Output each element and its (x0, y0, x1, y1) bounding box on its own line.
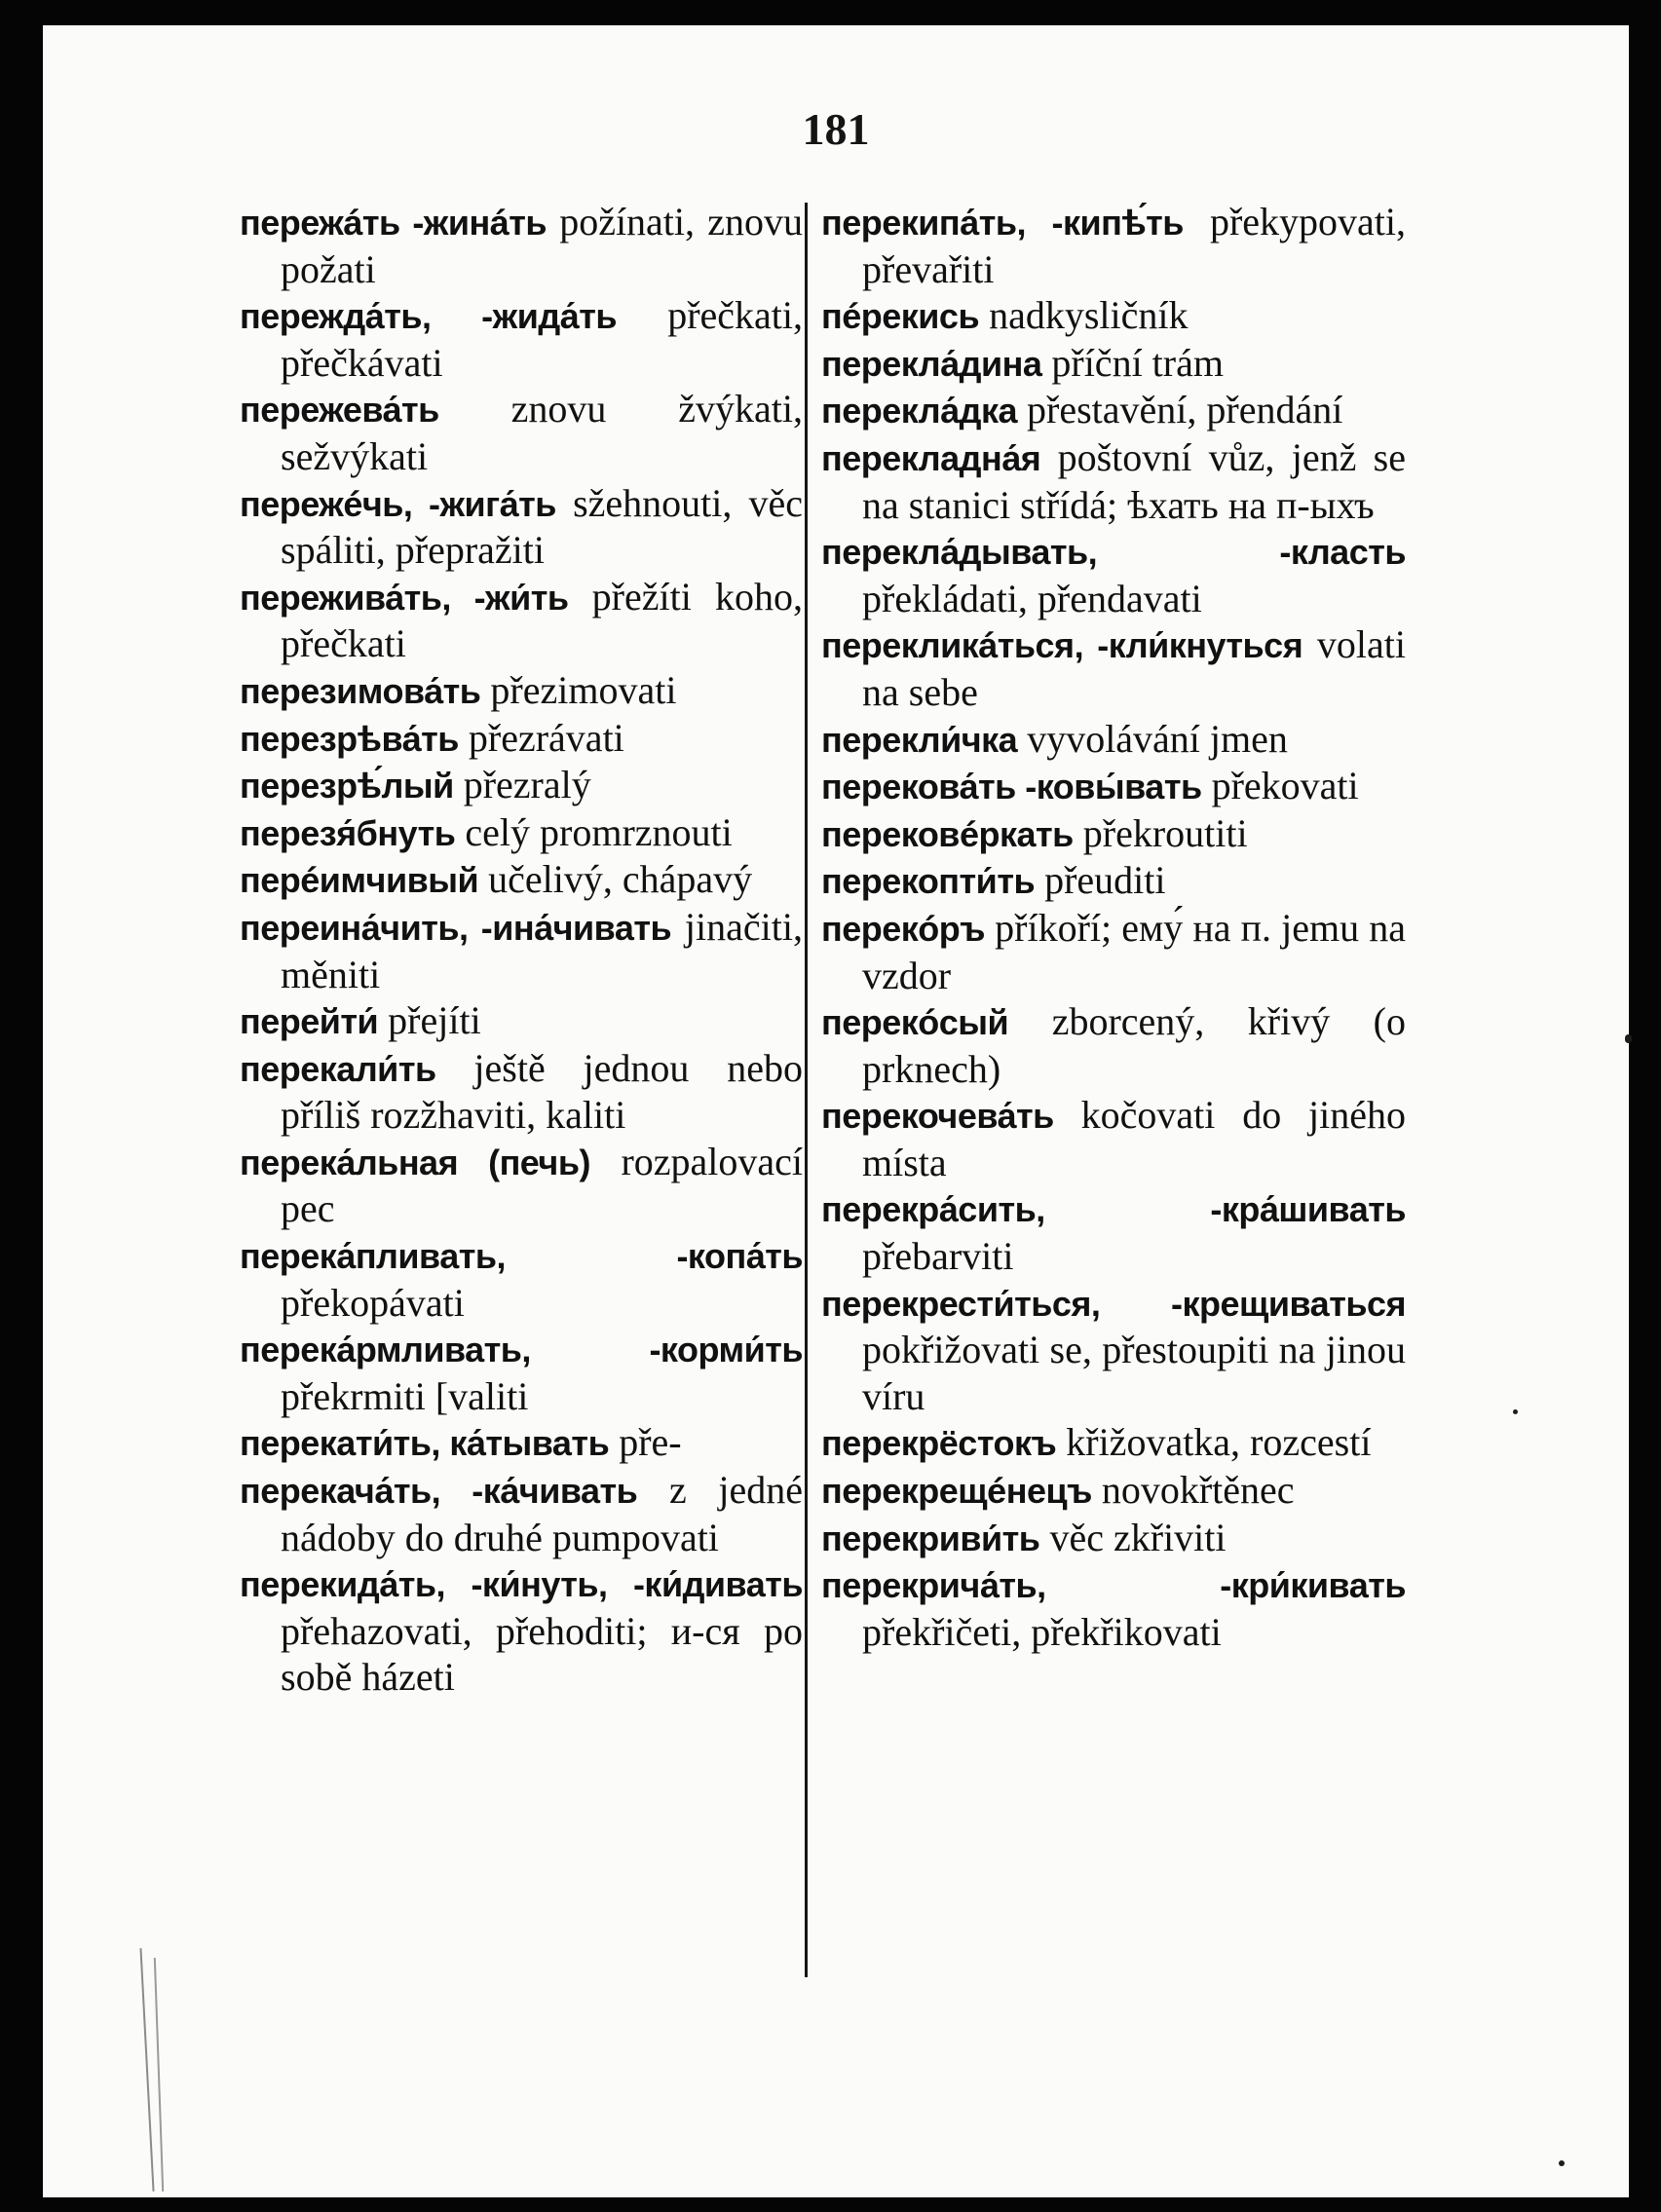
entry-headword: перековéркать (821, 813, 1074, 854)
entry-headword: перезрѣва́ть (240, 718, 459, 759)
dictionary-entry (240, 762, 803, 809)
dictionary-entry (240, 1326, 803, 1419)
dictionary-entry (240, 386, 803, 479)
dictionary-entry (821, 387, 1406, 434)
entry-headword: перека́рмливать, -корми́ть (240, 1330, 803, 1370)
entry-headword: перекладна́я (821, 437, 1041, 478)
entry-definition: přebarviti (862, 1234, 1014, 1279)
page-number: 181 (802, 104, 870, 154)
dictionary-entry (821, 1561, 1406, 1655)
dictionary-entry (821, 199, 1406, 292)
entry-definition: kočovati do jiného místa (862, 1093, 1407, 1184)
entry-definition: volati na sebe (862, 622, 1406, 714)
entry-headword: пережáть -жинáть (240, 203, 547, 243)
entry-definition: překřičeti, překřikovati (862, 1609, 1222, 1654)
entry-headword: пережéчь, -жига́ть (240, 483, 556, 524)
entry-headword: перекача́ть, -ка́чивать (240, 1471, 638, 1512)
entry-definition: rozpalovací pec (281, 1139, 803, 1231)
entry-headword: перекла́дывать, -класть (821, 532, 1406, 573)
entry-definition: novokřtěnec (1101, 1468, 1295, 1513)
entry-headword: перекликáться, -кли́кнуться (821, 625, 1303, 666)
dictionary-entry (240, 809, 803, 857)
entry-definition: přeuditi (1044, 858, 1166, 903)
entry-definition: přestavění, přendání (1027, 388, 1343, 432)
dictionary-entry (821, 434, 1406, 528)
entry-definition: překovati (1211, 764, 1359, 808)
entry-definition: věc zkřiviti (1049, 1515, 1227, 1559)
dictionary-entry (240, 997, 803, 1045)
entry-headword: перекли́чка (821, 719, 1018, 760)
dictionary-entry (240, 1419, 803, 1467)
entry-definition: překládati, přendavati (862, 576, 1202, 620)
dictionary-entry (821, 1467, 1406, 1515)
dictionary-entry (240, 1045, 803, 1139)
left-column (240, 199, 803, 1701)
entry-headword: перезрѣ́лый (240, 766, 454, 806)
entry-headword: перекрёстокъ (821, 1423, 1057, 1464)
entry-headword: перекати́ть, ка́тывать (240, 1423, 610, 1464)
dictionary-entry (240, 1560, 803, 1701)
entry-definition: celý promrznouti (465, 809, 733, 854)
entry-definition: přezimovati (490, 667, 677, 712)
entry-headword: пережива́ть, -жи́ть (240, 577, 569, 618)
dictionary-entry (821, 1092, 1406, 1185)
entry-definition: příkoří; ему́ на п. jemu na vzdor (862, 905, 1406, 997)
entry-definition: znovu žvýkati, sežvýkati (281, 387, 803, 478)
entry-headword: перекида́ть, -ки́нуть, -ки́дивать (240, 1564, 803, 1605)
entry-headword: перéимчивый (240, 860, 479, 901)
entry-definition: překopávati (281, 1280, 465, 1325)
dictionary-entry (821, 292, 1406, 340)
dictionary-entry (821, 998, 1406, 1092)
dictionary-entry (240, 1139, 803, 1232)
entry-definition: z jedné nádoby do druhé pumpovati (281, 1468, 803, 1559)
entry-definition: učelivý, chápavý (488, 857, 753, 902)
entry-definition: přejíti (388, 998, 481, 1043)
entry-headword: перекра́сить, -кра́шивать (821, 1189, 1406, 1230)
entry-headword: пережда́ть, -жида́ть (240, 296, 617, 337)
dictionary-entry (821, 857, 1406, 905)
scan-speck (1513, 1409, 1518, 1414)
dictionary-entry (240, 856, 803, 904)
entry-headword: перекочева́ть (821, 1096, 1054, 1137)
column-divider (805, 203, 808, 1977)
entry-headword: перезимова́ть (240, 670, 481, 711)
dictionary-entry (240, 1232, 803, 1326)
entry-definition: pokřižovati se, přestoupiti na jinou víru (862, 1328, 1406, 1418)
dictionary-entry (821, 621, 1406, 715)
dictionary-entry (821, 1515, 1406, 1562)
dictionary-entry (821, 1419, 1406, 1467)
dictionary-entry (240, 715, 803, 763)
entry-headword: перекрести́ться, -крещиваться (821, 1283, 1406, 1324)
entry-definition: požínati, znovu požati (281, 200, 803, 291)
entry-definition: zborcený, křivý (o prknech) (862, 999, 1407, 1091)
entry-definition: poštovní vůz, jenž se na stanici střídá; ѣхать на п-ыхъ (862, 434, 1406, 527)
entry-definition: pře- (619, 1420, 682, 1465)
dictionary-entry (821, 810, 1406, 858)
entry-definition: přezralý (463, 763, 591, 807)
entry-headword: перекóсый (821, 1002, 1009, 1043)
entry-headword: перекриви́ть (821, 1518, 1040, 1558)
entry-headword: переина́чить, -ина́чивать (240, 907, 672, 948)
entry-definition: překypovati, převařiti (862, 200, 1406, 291)
entry-headword: перекова́ть -ковы́вать (821, 767, 1202, 807)
entry-definition: nadkysličník (989, 293, 1189, 338)
entry-headword: перекрещéнецъ (821, 1471, 1092, 1512)
dictionary-entry (240, 292, 803, 386)
entry-headword: перека́пливать, -копа́ть (240, 1236, 803, 1277)
entry-headword: перезя́бнуть (240, 812, 456, 853)
entry-definition: překroutiti (1082, 810, 1248, 855)
dictionary-entry (240, 1467, 803, 1560)
entry-headword: пережева́ть (240, 390, 439, 431)
dictionary-entry (821, 763, 1406, 810)
entry-headword: перейти́ (240, 1001, 379, 1042)
entry-headword: перекопти́ть (821, 861, 1036, 902)
entry-headword: перекрича́ть, -кри́кивать (821, 1565, 1406, 1606)
dictionary-entry (821, 528, 1406, 621)
entry-headword: перекóръ (821, 908, 986, 949)
entry-headword: перекали́ть (240, 1048, 436, 1089)
entry-headword: перека́льная (печь) (240, 1142, 590, 1182)
right-column (821, 199, 1406, 1655)
dictionary-entry (821, 340, 1406, 388)
entry-definition: jinačiti, měniti (281, 904, 803, 996)
entry-definition: příční trám (1051, 340, 1224, 385)
entry-definition: překrmiti [valiti (281, 1373, 529, 1418)
entry-definition: křižovatka, rozcestí (1066, 1420, 1372, 1465)
entry-definition: přehazovati, přehoditi; и-ся po sobě házeti (281, 1608, 803, 1700)
dictionary-entry (821, 905, 1406, 998)
dictionary-entry (821, 716, 1406, 764)
entry-definition: přežíti koho, přečkati (281, 574, 803, 666)
entry-definition: přečkati, přečkávati (281, 293, 803, 385)
entry-headword: пéрекись (821, 296, 980, 337)
dictionary-entry (821, 1280, 1406, 1420)
dictionary-entry (240, 667, 803, 715)
entry-definition: ještě jednou nebo příliš rozžhaviti, kaliti (281, 1045, 804, 1138)
dictionary-entry (240, 574, 803, 667)
entry-definition: vyvolávání jmen (1027, 716, 1288, 761)
dictionary-entry (240, 904, 803, 997)
scan-speck (1625, 1034, 1632, 1043)
entry-definition: přezrávati (468, 715, 624, 760)
dictionary-entry (240, 480, 803, 574)
scan-speck (1559, 2160, 1565, 2166)
dictionary-entry (240, 199, 803, 292)
entry-headword: перекла́дка (821, 391, 1018, 431)
entry-headword: перекипа́ть, -кипѣ́ть (821, 203, 1184, 243)
entry-headword: перекла́дина (821, 343, 1042, 384)
dictionary-entry (821, 1185, 1406, 1279)
entry-definition: sžehnouti, věc spáliti, přepražiti (281, 480, 803, 573)
page-sheet (43, 25, 1629, 2197)
